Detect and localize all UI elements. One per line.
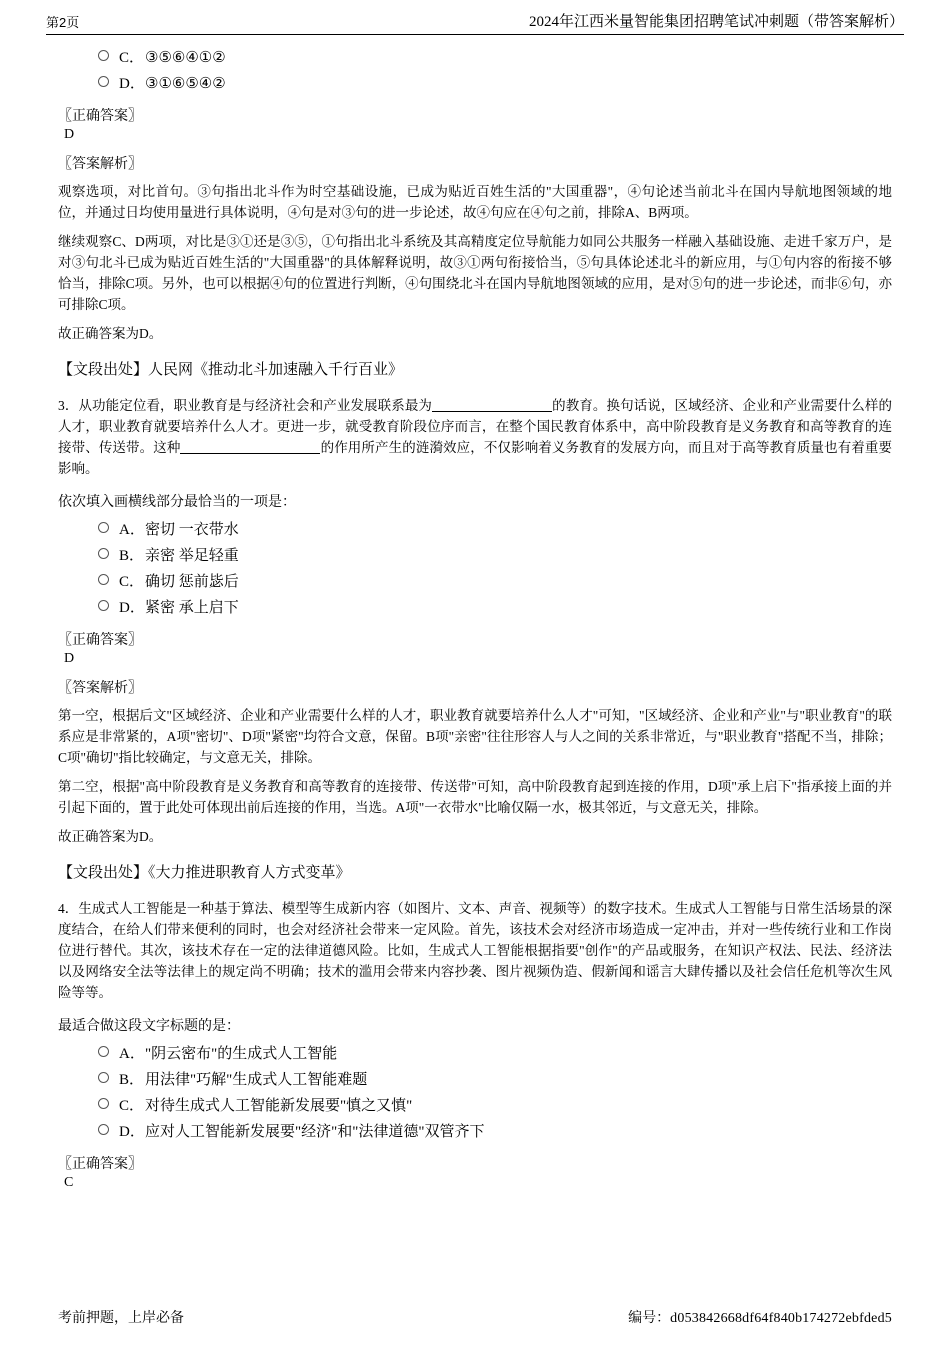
option-text: 紧密 承上启下: [145, 600, 239, 616]
correct-answer-value: D: [64, 127, 75, 142]
option-text: "阴云密布"的生成式人工智能: [145, 1046, 338, 1062]
footer-code-group: [628, 1307, 892, 1327]
source-reference: 【文段出处】人民网《推动北斗加速融入千行百业》: [58, 362, 404, 378]
radio-icon[interactable]: [98, 548, 109, 559]
correct-answer-label: 〖正确答案〗: [58, 633, 142, 648]
option-text: ③⑤⑥④①②: [145, 50, 226, 66]
correct-answer-value: C: [64, 1175, 74, 1190]
option-letter: D．: [119, 76, 145, 92]
option-row[interactable]: [58, 545, 892, 567]
radio-icon[interactable]: [98, 600, 109, 611]
question-stem-part: 的教育。换句话说，区域经济、企业和产业需要什么样的人才，职业教育就要培养什么人才。更进一步，就受教育阶段位序而言，在整个国民教育体系中，高中阶段教育是义务教育和高等教育的连接带、传送带。这种: [58, 398, 893, 455]
option-letter: C．: [119, 1098, 145, 1114]
correct-answer-label: 〖正确答案〗: [58, 109, 142, 124]
analysis-paragraph: 第二空，根据"高中阶段教育是义务教育和高等教育的连接带、传送带"可知，高中阶段教育起到连接的作用，D项"承上启下"指承接上面的并引起下面的，置于此处可体现出前后连接的作用，当选。A项"一衣带水"比喻仅隔一水，极其邻近，与文意无关，排除。: [58, 779, 892, 815]
radio-icon[interactable]: [98, 1124, 109, 1135]
question-prompt: 最适合做这段文字标题的是：: [58, 1019, 240, 1034]
page-number-label: 第2页: [46, 15, 80, 30]
option-row[interactable]: [58, 519, 892, 541]
fill-blank: [432, 411, 552, 412]
correct-answer-label: 〖正确答案〗: [58, 1157, 142, 1172]
option-row[interactable]: [58, 571, 892, 593]
option-text: ③①⑥⑤④②: [145, 76, 226, 92]
option-row[interactable]: [58, 47, 892, 69]
analysis-conclusion: 故正确答案为D。: [58, 326, 163, 341]
footer-slogan: 考前押题，上岸必备: [58, 1311, 184, 1326]
document-content: [58, 35, 892, 1191]
footer-code-label: 编号：: [628, 1311, 671, 1326]
radio-icon[interactable]: [98, 1072, 109, 1083]
option-text: 密切 一衣带水: [145, 522, 239, 538]
analysis-conclusion: 故正确答案为D。: [58, 829, 163, 844]
question-stem-part: 3．从功能定位看，职业教育是与经济社会和产业发展联系最为: [58, 398, 433, 413]
option-text: 亲密 举足轻重: [145, 548, 239, 564]
option-row[interactable]: [58, 1069, 892, 1091]
option-letter: A．: [119, 1046, 145, 1062]
option-letter: C．: [119, 50, 145, 66]
option-letter: B．: [119, 1072, 145, 1088]
answer-analysis-label: 〖答案解析〗: [58, 681, 142, 696]
radio-icon[interactable]: [98, 76, 109, 87]
analysis-paragraph: 观察选项，对比首句。③句指出北斗作为时空基础设施，已成为贴近百姓生活的"大国重器"，④句论述当前北斗在国内导航地图领域的地位，并通过日均使用量进行具体说明，④句是对③句的进一步论述，故④句应在④句之前，排除A、B两项。: [58, 184, 892, 220]
radio-icon[interactable]: [98, 1098, 109, 1109]
option-row[interactable]: [58, 1043, 892, 1065]
option-text: 用法律"巧解"生成式人工智能难题: [145, 1072, 368, 1088]
option-text: 对待生成式人工智能新发展要"慎之又慎": [145, 1098, 413, 1114]
document-title: 2024年江西米量智能集团招聘笔试冲刺题（带答案解析）: [528, 14, 904, 30]
answer-analysis-label: 〖答案解析〗: [58, 157, 142, 172]
radio-icon[interactable]: [98, 50, 109, 61]
radio-icon[interactable]: [98, 1046, 109, 1057]
question-stem: [58, 395, 892, 479]
page-header: [46, 0, 904, 35]
analysis-paragraph: 第一空，根据后文"区域经济、企业和产业需要什么样的人才，职业教育就要培养什么人才"可知，"区域经济、企业和产业"与"职业教育"的联系应是非常紧的，A项"密切"、D项"紧密"均符合文意，保留。B项"亲密"往往形容人与人之间的关系非常近，与"职业教育"搭配不当，排除；C项"确切"指比较确定，与文意无关，排除。: [58, 708, 892, 765]
option-letter: C．: [119, 574, 145, 590]
page-footer: [58, 1307, 892, 1327]
fill-blank: [180, 453, 320, 454]
option-letter: D．: [119, 600, 145, 616]
question-stem-part: 的作用所产生的涟漪效应，不仅影响着义务教育的发展方向，而且对于高等教育质量也有着重要影响。: [58, 440, 893, 476]
question-prompt: 依次填入画横线部分最恰当的一项是：: [58, 495, 296, 510]
option-row[interactable]: [58, 597, 892, 619]
option-row[interactable]: [58, 1095, 892, 1117]
option-text: 应对人工智能新发展要"经济"和"法律道德"双管齐下: [145, 1124, 485, 1140]
radio-icon[interactable]: [98, 522, 109, 533]
option-letter: B．: [119, 548, 145, 564]
option-text: 确切 惩前毖后: [145, 574, 239, 590]
option-row[interactable]: [58, 1121, 892, 1143]
footer-code-value: d053842668df64f840b174272ebfded5: [670, 1311, 892, 1326]
source-reference: 【文段出处】《大力推进职教育人方式变革》: [58, 865, 351, 881]
question-stem: 4．生成式人工智能是一种基于算法、模型等生成新内容（如图片、文本、声音、视频等）的数字技术。生成式人工智能与日常生活场景的深度结合，在给人们带来便利的同时，也会对经济社会带来一定风险。首先，该技术会对经济市场造成一定冲击，并对一些传统行业和工作岗位进行替代。其次，该技术存在一定的法律道德风险。比如，生成式人工智能根据指要"创作"的产品或服务，在知识产权法、民法、经济法以及网络安全法等法律上的规定尚不明确；技术的滥用会带来内容抄袭、图片视频伪造、假新闻和谣言大肆传播以及社会信任危机等次生风险等等。: [58, 901, 892, 1000]
correct-answer-value: D: [64, 651, 75, 666]
option-letter: A．: [119, 522, 145, 538]
option-letter: D．: [119, 1124, 145, 1140]
radio-icon[interactable]: [98, 574, 109, 585]
analysis-paragraph: 继续观察C、D两项，对比是③①还是③⑤，①句指出北斗系统及其高精度定位导航能力如同公共服务一样融入基础设施、走进千家万户，是对③句北斗已成为贴近百姓生活的"大国重器"的具体解释说明，故③①两句衔接恰当，⑤句具体论述北斗的新应用，与①句内容的衔接不够恰当，排除C项。另外，也可以根据④句的位置进行判断，④句围绕北斗在国内导航地图领域的应用，是对⑤句的进一步论述，而非⑥句，亦可排除C项。: [58, 234, 892, 312]
option-row[interactable]: [58, 73, 892, 95]
